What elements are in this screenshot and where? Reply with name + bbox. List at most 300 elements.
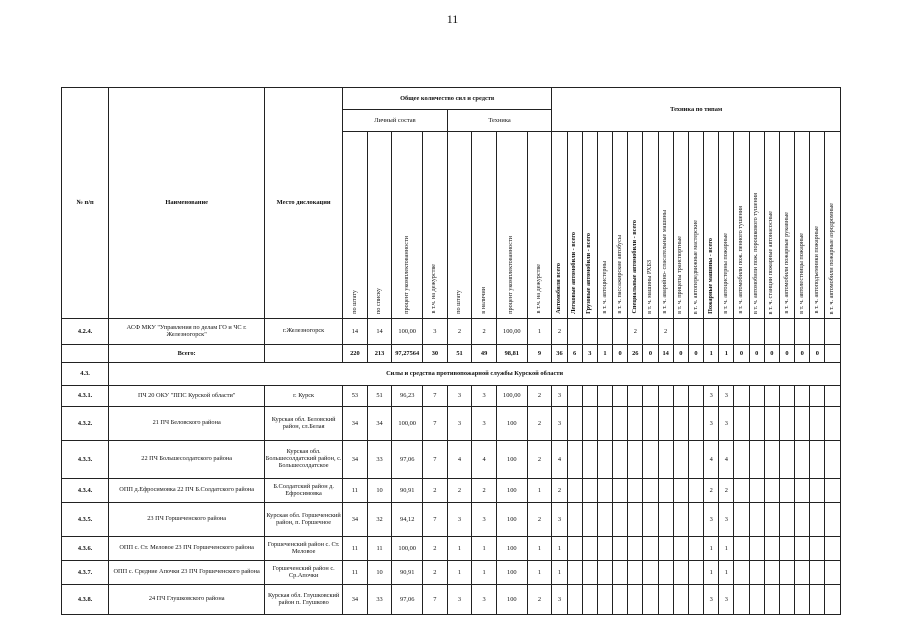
type-value (764, 441, 779, 479)
row-num: 4.3.3. (62, 441, 109, 479)
type-value: 26 (628, 345, 643, 363)
type-value (734, 479, 749, 503)
type-value (810, 561, 825, 585)
type-value (825, 503, 841, 537)
tech-value: 3 (472, 386, 497, 407)
header-type-col-text: Специальные автомобили - всего (630, 220, 638, 314)
tech-value: 2 (527, 386, 552, 407)
type-value (582, 479, 597, 503)
tech-value: 3 (472, 503, 497, 537)
type-value (597, 407, 612, 441)
header-type-col (764, 132, 779, 319)
header-type-col-text: в т. ч. аварийно- спасательные машины (661, 210, 669, 314)
type-value (795, 441, 810, 479)
header-type-col (719, 132, 734, 319)
personnel-value: 7 (423, 441, 448, 479)
unit-name: 22 ПЧ Большесолдатского района (109, 441, 265, 479)
type-value: 3 (552, 407, 567, 441)
type-value: 0 (764, 345, 779, 363)
unit-name: ОПП с. Ст. Меловое 23 ПЧ Горшеченского района (109, 537, 265, 561)
header-type-col-text: в т. ч. автоцистерны (600, 261, 608, 314)
table-row (62, 441, 841, 479)
header-type-col (597, 132, 612, 319)
type-value (749, 585, 764, 615)
header-personnel-col-text: по списку (375, 287, 383, 314)
tech-value: 4 (447, 441, 472, 479)
personnel-value: 7 (423, 407, 448, 441)
type-value: 0 (749, 345, 764, 363)
type-value (688, 407, 703, 441)
type-value (688, 479, 703, 503)
header-num: № п/п (62, 88, 109, 319)
type-value (658, 503, 673, 537)
unit-name: 21 ПЧ Беловского района (109, 407, 265, 441)
type-value (749, 319, 764, 345)
type-value (734, 441, 749, 479)
header-type-col-text: в т. ч. прицепы транспортные (676, 236, 684, 314)
type-value (764, 479, 779, 503)
type-value (643, 386, 658, 407)
type-value (582, 441, 597, 479)
type-value (779, 441, 794, 479)
type-value (673, 441, 688, 479)
type-value (613, 561, 628, 585)
unit-location: г. Курск (265, 386, 343, 407)
header-type-col (673, 132, 688, 319)
personnel-value: 90,91 (392, 561, 423, 585)
personnel-value: 90,91 (392, 479, 423, 503)
type-value (779, 537, 794, 561)
row-num: 4.2.4. (62, 319, 109, 345)
row-num: 4.3.6. (62, 537, 109, 561)
type-value (643, 585, 658, 615)
type-value (567, 561, 582, 585)
type-value (673, 479, 688, 503)
type-value (628, 386, 643, 407)
type-value (643, 407, 658, 441)
header-type-col-text: в т. ч. пассажирские автобусы (615, 235, 623, 314)
unit-location: Горшеченский район с. Ср.Апочки (265, 561, 343, 585)
tech-value: 51 (447, 345, 472, 363)
tech-value: 9 (527, 345, 552, 363)
header-type-col-text: в т. ч. автомобили пожарные аэродромные (828, 202, 836, 314)
tech-value: 1 (527, 479, 552, 503)
type-value: 4 (704, 441, 719, 479)
tech-value: 2 (527, 503, 552, 537)
row-num: 4.3.4. (62, 479, 109, 503)
header-type-col-text: Грузовые автомобили - всего (585, 233, 593, 314)
tech-value: 100,00 (496, 319, 527, 345)
header-type-col (779, 132, 794, 319)
personnel-value: 220 (343, 345, 368, 363)
tech-value: 1 (472, 537, 497, 561)
type-value (764, 537, 779, 561)
type-value (688, 537, 703, 561)
personnel-value: 3 (423, 319, 448, 345)
type-value: 2 (704, 479, 719, 503)
personnel-value: 97,06 (392, 585, 423, 615)
type-value (779, 386, 794, 407)
type-value (567, 585, 582, 615)
header-personnel-col (343, 132, 368, 319)
type-value: 2 (552, 479, 567, 503)
unit-location: г.Железногорск (265, 319, 343, 345)
type-value: 3 (704, 503, 719, 537)
type-value (613, 319, 628, 345)
type-value (734, 407, 749, 441)
header-type-col (704, 132, 719, 319)
personnel-value: 11 (343, 479, 368, 503)
header-type-col (613, 132, 628, 319)
header-tech-col-text: в т.ч. на дежурстве (535, 264, 543, 314)
type-value (795, 561, 810, 585)
type-value (613, 479, 628, 503)
header-type-col (688, 132, 703, 319)
header-type-col-text: в т. ч. станции пожарные автонасосные (767, 210, 775, 314)
forces-table-container (61, 87, 841, 615)
type-value (613, 537, 628, 561)
header-type-col (825, 132, 841, 319)
type-value: 0 (779, 345, 794, 363)
header-personnel-col-text: по штату (350, 290, 358, 314)
header-type-col (658, 132, 673, 319)
type-value: 0 (688, 345, 703, 363)
type-value (825, 479, 841, 503)
type-value (567, 441, 582, 479)
header-type-col-text: в т. ч. автоподъемники пожарные (812, 226, 820, 314)
type-value (643, 537, 658, 561)
type-value (810, 319, 825, 345)
tech-value: 2 (527, 441, 552, 479)
header-tech-col-text: процент укомплектованности (507, 236, 515, 314)
type-value (825, 585, 841, 615)
personnel-value: 33 (367, 585, 392, 615)
personnel-value: 33 (367, 441, 392, 479)
type-value (567, 386, 582, 407)
type-value: 2 (658, 319, 673, 345)
header-personnel-col-text: в т.ч. на дежурстве (430, 264, 438, 314)
type-value (628, 537, 643, 561)
section-row (62, 363, 841, 386)
type-value (764, 503, 779, 537)
type-value (613, 585, 628, 615)
type-value: 1 (552, 537, 567, 561)
table-row (62, 319, 841, 345)
type-value (628, 503, 643, 537)
type-value: 3 (552, 585, 567, 615)
type-value: 1 (597, 345, 612, 363)
table-row (62, 479, 841, 503)
total-loc-empty (265, 345, 343, 363)
header-tech-col-text: в наличии (479, 287, 487, 314)
header-name: Наименование (109, 88, 265, 319)
type-value (643, 503, 658, 537)
personnel-value: 100,00 (392, 537, 423, 561)
total-label: Всего: (109, 345, 265, 363)
tech-value: 98,81 (496, 345, 527, 363)
type-value (749, 503, 764, 537)
personnel-value: 11 (367, 537, 392, 561)
unit-location: Курская обл. Горшеченский район, п. Горшечное (265, 503, 343, 537)
tech-value: 3 (447, 407, 472, 441)
type-value (734, 585, 749, 615)
type-value (719, 319, 734, 345)
type-value: 1 (552, 561, 567, 585)
type-value (658, 585, 673, 615)
type-value (825, 561, 841, 585)
type-value (795, 319, 810, 345)
tech-value: 2 (472, 479, 497, 503)
header-type-col-text: Автомобили всего (555, 263, 563, 314)
type-value (688, 386, 703, 407)
type-value (628, 585, 643, 615)
type-value (628, 441, 643, 479)
personnel-value: 96,23 (392, 386, 423, 407)
personnel-value: 11 (343, 561, 368, 585)
tech-value: 1 (447, 561, 472, 585)
header-type-col (749, 132, 764, 319)
personnel-value: 34 (343, 585, 368, 615)
header-type-col (582, 132, 597, 319)
header-tech-col (472, 132, 497, 319)
header-type-col (628, 132, 643, 319)
type-value: 0 (613, 345, 628, 363)
type-value: 3 (582, 345, 597, 363)
personnel-value: 94,12 (392, 503, 423, 537)
type-value (810, 503, 825, 537)
unit-location: Курская обл. Глушковский район п. Глушково (265, 585, 343, 615)
type-value (810, 479, 825, 503)
header-tech-by-type: Техника по типам (552, 88, 841, 132)
personnel-value: 10 (367, 561, 392, 585)
header-personnel-col-text: процент укомплектованности (402, 236, 410, 314)
type-value (764, 407, 779, 441)
table-row (62, 585, 841, 615)
personnel-value: 51 (367, 386, 392, 407)
type-value (658, 407, 673, 441)
header-personnel-col (423, 132, 448, 319)
header-type-col (734, 132, 749, 319)
type-value (749, 407, 764, 441)
tech-value: 1 (527, 537, 552, 561)
type-value (628, 479, 643, 503)
unit-name: АСФ МКУ "Управления по делам ГО и ЧС г. Железногорск" (109, 319, 265, 345)
personnel-value: 34 (367, 407, 392, 441)
tech-value: 100 (496, 441, 527, 479)
unit-name: ОПП д.Ефросимовка 22 ПЧ Б.Солдатского района (109, 479, 265, 503)
type-value (764, 319, 779, 345)
personnel-value: 2 (423, 479, 448, 503)
type-value: 2 (628, 319, 643, 345)
personnel-value: 14 (343, 319, 368, 345)
personnel-value: 32 (367, 503, 392, 537)
row-num: 4.3.2. (62, 407, 109, 441)
header-type-col-text: в т. ч. автомобили пож. пенного тушения (737, 206, 745, 314)
tech-value: 100 (496, 503, 527, 537)
type-value (582, 561, 597, 585)
type-value (658, 441, 673, 479)
forces-table (61, 87, 841, 615)
tech-value: 1 (527, 561, 552, 585)
type-value (658, 386, 673, 407)
type-value (764, 561, 779, 585)
type-value (597, 386, 612, 407)
type-value (567, 537, 582, 561)
header-tech-col-text: по штату (455, 290, 463, 314)
type-value (764, 386, 779, 407)
unit-location: Курская обл. Беловский район, сл.Белая (265, 407, 343, 441)
table-row (62, 561, 841, 585)
header-tech-col (496, 132, 527, 319)
tech-value: 3 (447, 386, 472, 407)
type-value (688, 561, 703, 585)
type-value (673, 319, 688, 345)
type-value (613, 503, 628, 537)
type-value (749, 441, 764, 479)
type-value (673, 503, 688, 537)
section-title: Силы и средства противопожарной службы Курской области (109, 363, 841, 386)
tech-value: 3 (472, 585, 497, 615)
header-type-col-text: Пожарные машины - всего (706, 238, 714, 314)
type-value (597, 561, 612, 585)
header-personnel-col (392, 132, 423, 319)
type-value (582, 537, 597, 561)
type-value (658, 537, 673, 561)
type-value (825, 441, 841, 479)
tech-value: 1 (472, 561, 497, 585)
type-value: 0 (734, 345, 749, 363)
section-num: 4.3. (62, 363, 109, 386)
type-value: 1 (704, 537, 719, 561)
header-tech-col (527, 132, 552, 319)
unit-name: 23 ПЧ Горшеченского района (109, 503, 265, 537)
type-value (597, 319, 612, 345)
header-type-col-text: в т. ч. машины РХБЗ (646, 260, 654, 314)
type-value (673, 561, 688, 585)
personnel-value: 97,27564 (392, 345, 423, 363)
header-type-col-text: в т. ч. автолестницы пожарные (797, 233, 805, 314)
tech-value: 100 (496, 479, 527, 503)
type-value: 3 (704, 386, 719, 407)
table-row (62, 537, 841, 561)
type-value (795, 585, 810, 615)
tech-value: 49 (472, 345, 497, 363)
personnel-value: 7 (423, 503, 448, 537)
tech-value: 3 (447, 585, 472, 615)
type-value (673, 537, 688, 561)
type-value: 1 (704, 345, 719, 363)
tech-value: 2 (447, 319, 472, 345)
type-value (764, 585, 779, 615)
personnel-value: 100,00 (392, 319, 423, 345)
type-value (673, 386, 688, 407)
tech-value: 2 (472, 319, 497, 345)
type-value (779, 319, 794, 345)
tech-value: 1 (527, 319, 552, 345)
type-value (582, 503, 597, 537)
type-value (688, 441, 703, 479)
personnel-value: 97,06 (392, 441, 423, 479)
header-type-col-text: в т. ч. автомобили пожарные рукавные (782, 212, 790, 314)
type-value: 2 (719, 479, 734, 503)
header-type-col-text: в т. ч. автоцистерны пожарные (721, 233, 729, 314)
type-value (567, 503, 582, 537)
type-value (704, 319, 719, 345)
type-value (582, 585, 597, 615)
type-value (810, 585, 825, 615)
header-location: Место дислокации (265, 88, 343, 319)
type-value (749, 479, 764, 503)
type-value: 3 (552, 503, 567, 537)
type-value: 2 (552, 319, 567, 345)
header-type-col-text: в т. ч. автопередвижные мастерские (691, 219, 699, 314)
personnel-value: 10 (367, 479, 392, 503)
type-value: 0 (810, 345, 825, 363)
type-value (734, 537, 749, 561)
type-value (734, 561, 749, 585)
type-value: 3 (719, 503, 734, 537)
type-value (688, 503, 703, 537)
table-row (62, 503, 841, 537)
type-value: 1 (704, 561, 719, 585)
personnel-value: 7 (423, 585, 448, 615)
header-total-forces: Общее количество сил и средств (343, 88, 552, 110)
type-value (597, 479, 612, 503)
type-value (597, 503, 612, 537)
tech-value: 2 (527, 585, 552, 615)
row-num: 4.3.7. (62, 561, 109, 585)
tech-value: 1 (447, 537, 472, 561)
tech-value: 100 (496, 537, 527, 561)
personnel-value: 34 (343, 441, 368, 479)
type-value: 1 (719, 345, 734, 363)
type-value: 4 (719, 441, 734, 479)
type-value (643, 319, 658, 345)
type-value (688, 585, 703, 615)
type-value (613, 441, 628, 479)
header-tech: Техника (447, 110, 552, 132)
tech-value: 2 (447, 479, 472, 503)
unit-location: Б.Солдатский район д. Ефросимовка (265, 479, 343, 503)
header-type-col-text: в т. ч. автомобили пож. порошкового тушения (752, 192, 760, 314)
type-value (688, 319, 703, 345)
personnel-value: 2 (423, 537, 448, 561)
type-value (582, 407, 597, 441)
header-tech-col (447, 132, 472, 319)
type-value (673, 585, 688, 615)
unit-location: Горшеченский район с. Ст. Меловое (265, 537, 343, 561)
type-value (734, 503, 749, 537)
type-value (825, 319, 841, 345)
type-value (597, 537, 612, 561)
type-value (749, 537, 764, 561)
total-num-empty (62, 345, 109, 363)
type-value (567, 319, 582, 345)
header-type-col (552, 132, 567, 319)
type-value (673, 407, 688, 441)
type-value (643, 441, 658, 479)
type-value: 0 (795, 345, 810, 363)
tech-value: 2 (527, 407, 552, 441)
type-value (582, 386, 597, 407)
personnel-value: 34 (343, 503, 368, 537)
type-value (810, 407, 825, 441)
type-value: 3 (719, 386, 734, 407)
table-row (62, 407, 841, 441)
type-value (734, 319, 749, 345)
type-value: 4 (552, 441, 567, 479)
header-personnel: Личный состав (343, 110, 448, 132)
